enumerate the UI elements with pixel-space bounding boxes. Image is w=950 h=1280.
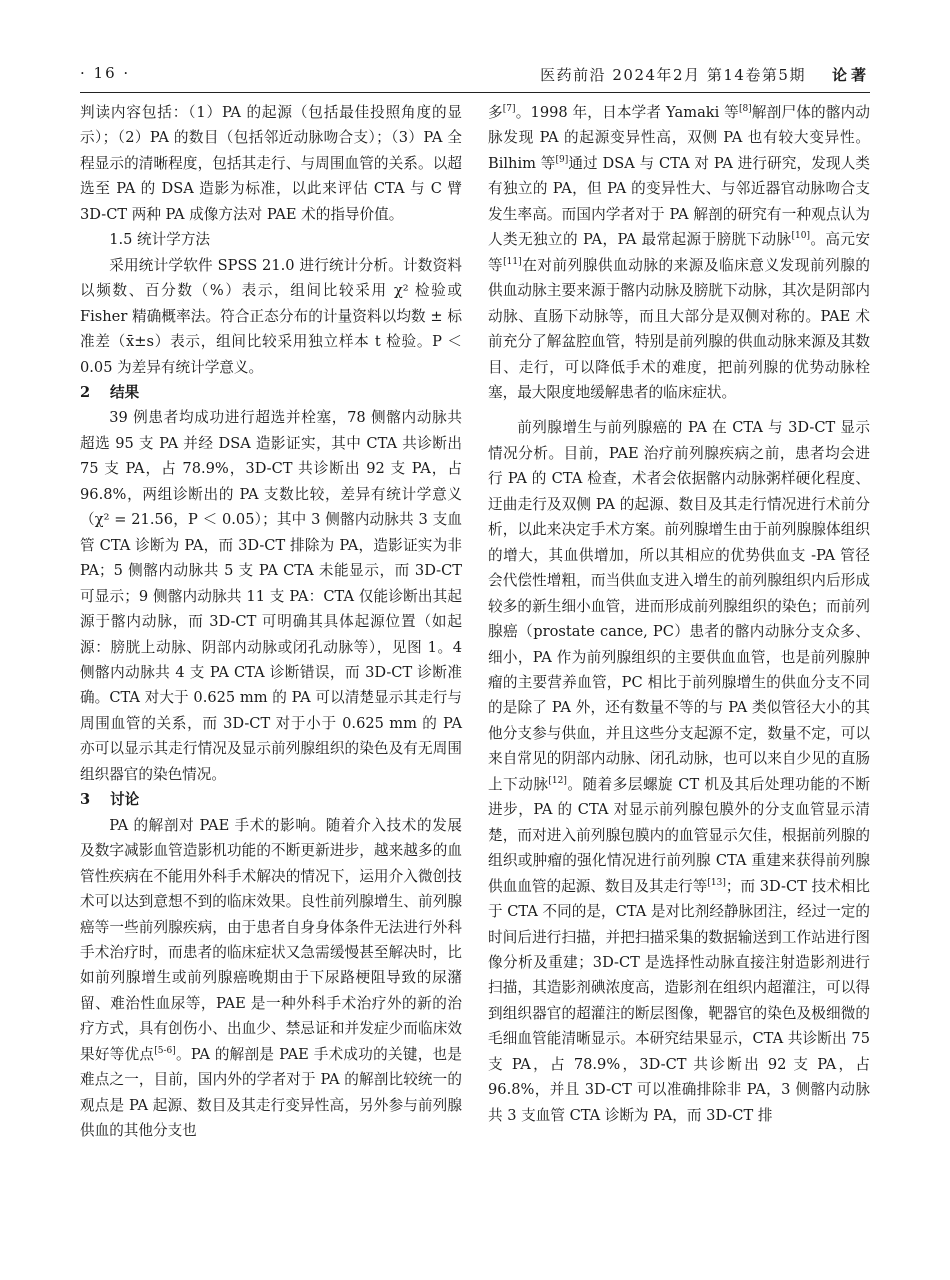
paragraph-statistics: 采用统计学软件 SPSS 21.0 进行统计分析。计数资料以频数、百分数（%）表示，组间比较采用 χ² 检验或 Fisher 精确概率法。符合正态分布的计量资料以均数 ± 标准差（x̄±s）表示，组间比较采用独立样本 t 检验。P ＜ 0.05 为差异有统计学意义。 — [80, 256, 462, 376]
citation-9: [9] — [555, 154, 569, 165]
paragraph-evaluation-content: 判读内容包括：（1）PA 的起源（包括最佳投照角度的显示）；（2）PA 的数目（包括邻近动脉吻合支）；（3）PA 全程显示的清晰程度，包括其走行、与周围血管的关系。以超选至 PA 的 DSA 造影为标准，以此来评估 CTA 与 C 臂 3D-CT 两种 PA 成像方法对 PAE 术的指导价值。 — [80, 104, 462, 223]
paragraph-results: 39 例患者均成功进行超选并栓塞，78 侧髂内动脉共超选 95 支 PA 并经 DSA 造影证实，其中 CTA 共诊断出 75 支 PA，占 78.9%，3D-CT 共诊断出 92 支 PA，占 96.8%，两组诊断出的 PA 支数比较，差异有统计学意义（χ² = 21.56，P ＜ 0.05）；其中 3 侧髂内动脉共 3 支血管 CTA 诊断为 PA，而 3D-CT 排除为 PA，造影证实为非 PA；5 侧髂内动脉共 5 支 PA CTA 未能显示，而 3D-CT 可显示；9 侧髂内动脉共 11 支 PA：CTA 仅能诊断出其起源于髂内动脉，而 3D-CT 可明确其具体起源位置（如起源：膀胱上动脉、阴部内动脉或闭孔动脉等），见图 1。4 侧髂内动脉共 4 支 PA CTA 诊断错误，而 3D-CT 诊断准确。CTA 对大于 0.625 mm 的 PA 可以清楚显示其走行与周围血管的关系，而 3D-CT 对于小于 0.625 mm 的 PA 亦可以显示其走行情况及显示前列腺组织的染色及有无周围组织器官的染色情况。 — [80, 409, 462, 783]
citation-11: [11] — [503, 256, 522, 267]
heading-results-number: 2 — [80, 383, 91, 401]
citation-8: [8] — [738, 104, 752, 114]
journal-info — [540, 64, 870, 85]
text-segment: 解剖尸体的髂内动脉发现 PA 的起源变异性高，双侧 PA 也有较大变异性。Bilhim 等 — [488, 104, 870, 172]
text-segment: 。1998 年，日本学者 Yamaki 等 — [515, 104, 739, 121]
text-segment: 多 — [488, 104, 503, 121]
heading-discussion-title: 讨论 — [110, 791, 140, 809]
section-label: 论著 — [831, 66, 870, 84]
citation-10: [10] — [791, 231, 810, 242]
text-segment: 。随着多层螺旋 CT 机及其后处理功能的不断进步，PA 的 CTA 对显示前列腺包膜外的分支血管显示清楚，而对进入前列腺包膜内的血管显示欠佳，根据前列腺的组织或肿瘤的强化情况进行前列腺 CTA 重建来获得前列腺供血血管的起源、数目及其走行等 — [488, 775, 870, 895]
citation-5-6: [5-6] — [154, 1045, 176, 1056]
paragraph-gap — [488, 405, 870, 415]
heading-results — [80, 380, 462, 405]
text-segment: 在对前列腺供血动脉的来源及临床意义发现前列腺的供血动脉主要来源于髂内动脉及膀胱下动脉，其次是阴部内动脉、直肠下动脉等，而且大部分是双侧对称的。PAE 术前充分了解盆腔血管，特别是前列腺的供血动脉来源及其数目、走行，可以降低手术的难度，把前列腺的优势动脉栓塞，最大限度地缓解患者的临床症状。 — [488, 256, 870, 401]
page-number: · 16 · — [80, 64, 131, 82]
text-segment: 。高元安等 — [488, 231, 870, 274]
heading-1-5: 1.5 统计学方法 — [109, 231, 211, 249]
heading-discussion-number: 3 — [80, 791, 91, 809]
page-header — [80, 58, 870, 93]
left-column — [80, 100, 462, 1144]
paragraph-anatomy-continued — [488, 100, 870, 405]
text-segment: 通过 DSA 与 CTA 对 PA 进行研究，发现人类有独立的 PA，但 PA 的变异性大、与邻近器官动脉吻合支发生率高。而国内学者对于 PA 解剖的研究有一种观点认为人类无独立的 PA，PA 最常起源于膀胱下动脉 — [488, 154, 870, 249]
citation-12: [12] — [548, 775, 567, 786]
right-column — [488, 100, 870, 1128]
paragraph-discussion-anatomy — [80, 813, 462, 1144]
text-segment: 前列腺增生与前列腺癌的 PA 在 CTA 与 3D-CT 显示情况分析。目前，PAE 治疗前列腺疾病之前，患者均会进行 PA 的 CTA 检查，术者会依据髂内动脉粥样硬化程度、迂曲走行及双侧 PA 的起源、数目及其走行情况进行术前分析，以此来决定手术方案。前列腺增生由于前列腺腺体组织的增大，其血供增加，所以其相应的优势供血支 -PA 管径会代偿性增粗，而当供血支进入增生的前列腺组织内后形成较多的新生细小血管，进而形成前列腺组织的染色；而前列腺癌（prostate cance, PC）患者的髂内动脉分支众多、细小，PA 作为前列腺组织的主要供血血管，也是前列腺肿瘤的主要营养血管，PC 相比于前列腺增生的供血分支不同的是除了 PA 外，还有数量不等的与 PA 类似管径大小的其他分支参与供血，并且这些分支起源不定，数量不定，可以来自常见的阴部内动脉、闭孔动脉，也可以来自少见的直肠上下动脉 — [488, 419, 870, 793]
text-segment: ；而 3D-CT 技术相比于 CTA 不同的是，CTA 是对比剂经静脉团注，经过一定的时间后进行扫描，并把扫描采集的数据输送到工作站进行图像分析及重建；3D-CT 是选择性动脉直接注射造影剂进行扫描，其造影剂碘浓度高，造影剂在组织内超灌注，可以得到组织器官的超灌注的断层图像，靶器官的染色及极细微的毛细血管能清晰显示。本研究结果显示，CTA 共诊断出 75 支 PA，占 78.9%，3D-CT 共诊断出 92 支 PA，占 96.8%，并且 3D-CT 可以准确排除非 PA，3 侧髂内动脉共 3 支血管 CTA 诊断为 PA，而 3D-CT 排 — [488, 877, 870, 1124]
heading-results-title: 结果 — [110, 383, 140, 401]
paragraph-cta-3dct-analysis — [488, 415, 870, 1128]
journal-issue: 医药前沿 2024年2月 第14卷第5期 — [540, 66, 806, 84]
citation-7: [7] — [502, 104, 516, 114]
citation-13: [13] — [707, 877, 726, 888]
discussion-text: PA 的解剖对 PAE 手术的影响。随着介入技术的发展及数字减影血管造影机功能的不断更新进步，越来越多的血管性疾病在不能用外科手术解决的情况下，运用介入微创技术可以达到意想不到的临床效果。良性前列腺增生、前列腺癌等一些前列腺疾病，由于患者自身身体条件无法进行外科手术治疗时，而患者的临床症状又急需缓慢甚至解决时，比如前列腺增生或前列腺癌晚期由于下尿路梗阻导致的尿潴留、难治性血尿等，PAE 是一种外科手术治疗外的新的治疗方式，具有创伤小、出血少、禁忌证和并发症少而临床效果好等优点 — [80, 816, 462, 1063]
discussion-text-tail: 。PA 的解剖是 PAE 手术成功的关键，也是难点之一，目前，国内外的学者对于 PA 的解剖比较统一的观点是 PA 起源、数目及其走行变异性高，另外参与前列腺供血的其他分支也 — [80, 1045, 462, 1140]
heading-discussion — [80, 787, 462, 812]
